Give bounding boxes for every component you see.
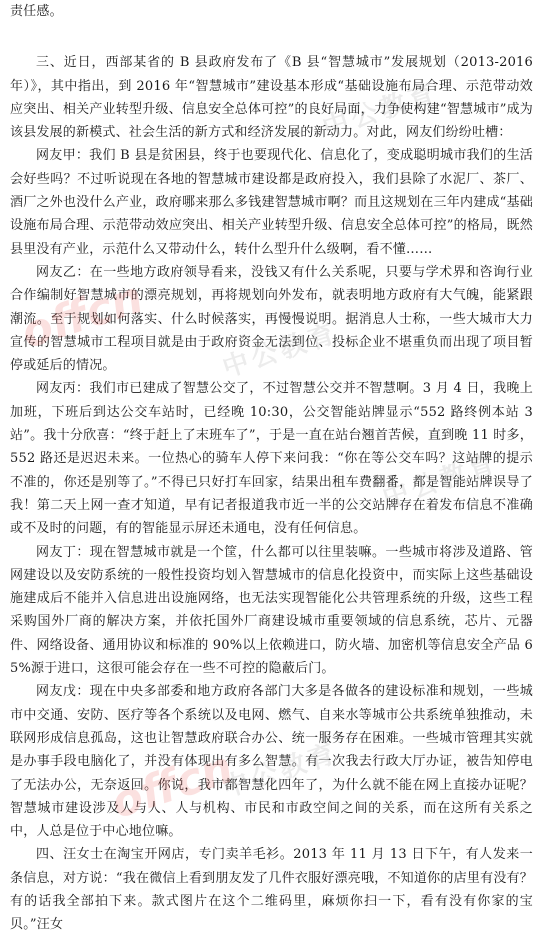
watermark-text: 中公教育 <box>219 318 343 384</box>
watermark-text: 中公教育 <box>319 78 443 144</box>
paragraph-netizen-e: 网友戊：现在中央多部委和地方政府各部门大多是各做各的建设标准和规划，一些城市中交通、安防、医疗等各个系统以及电网、燃气、自来水等城市公共系统单独推动，未联网形成信息孤岛，这也让智慧政府联合办公、统一服务存在困难。一些城市管理其实就是办事手段电脑化了，并没有体现出有多么智慧。有一次我去行政大厅办证，被告知停电了无法办公，无奈返回。你说，我市都智慧化四年了，为什么就不能在网上直接办证呢？智慧城市建设涉及人与人、人与机构、市民和市政空间之间的关系，而在这所有关系之中，人总是位于中心地位嘛。 <box>10 684 533 840</box>
watermark-text: 中公教育 <box>219 738 343 804</box>
paragraph-section-4: 四、汪女士在淘宝开网店，专门卖羊毛衫。2013 年 11 月 13 日下午，有人发来一条信息，对方说：“我在微信上看到朋友发了几件衣服好漂亮哦，不知道你的店里有没有？有的话我全部拍下来。款式图片在这个二维码里，麻烦你扫一下，看有没有你家的宝贝。”汪女 <box>10 847 533 933</box>
paragraph-section-3: 三、近日，西部某省的 B 县政府发布了《B 县“智慧城市”发展规划（2013-2016 年）》，其中指出，到 2016 年“智慧城市”建设基本形成“基础设施布局合理、示范带动效应突出、相关产业转型升级、信息安全总体可控”的良好局面，力争使构建“智慧城市”成为该县发展的新模式、社会生活的新方式和经济发展的新动力。对此，网友们纷纷吐槽： <box>10 55 533 141</box>
watermark-logo: offcn <box>15 272 150 359</box>
paragraph-netizen-d: 网友丁：现在智慧城市就是一个筐，什么都可以往里装嘛。一些城市将涉及道路、管网建设以及安防系统的一般性投资均划入智慧城市的信息化投资中，而实际上这些基础设施建成后不能并入信息进出设施网络，也无法实现智能化公共管理系统的升级，这些工程采购国外厂商的解决方案，并依托国外厂商建设城市重要领域的信息系统，芯片、元器件、网络设备、通用协议和标准的 90%以上依赖进口，防火墙、加密机等信息安全产品 65%源于进口，这很可能会存在一些不可控的隐蔽后门。 <box>10 544 533 677</box>
watermark-logo: offcn <box>105 742 240 829</box>
paragraph-netizen-c: 网友丙：我们市已建成了智慧公交了，不过智慧公交并不智慧啊。3 月 4 日，我晚上加班，下班后到达公交车站时，已经晚 10:30，公交智能站牌显示“552 路终例本站 3 站”。我十分欣喜：“终于赶上了末班车了”，于是一直在站台翘首苦候，直到晚 11 时多，552 路还是迟迟未来。一位热心的骑车人停下来问我：“你在等公交车吗？这站牌的提示不准的，你还是别等了。”不得已只好打车回家，结果出租车费翻番，都是智能站牌误导了我！第二天上网一查才知道，早有记者报道我市近一半的公交站牌存在着发布信息不准确或不及时的问题，有的智能显示屏还未通电，没有任何信息。 <box>10 381 533 537</box>
paragraph-netizen-a: 网友甲：我们 B 县是贫困县，终于也要现代化、信息化了，变成聪明城市我们的生活会好些吗？不过听说现在各地的智慧城市建设都是政府投入，我们县除了水泥厂、茶厂、酒厂之外也没什么产业，政府哪来那么多钱建智慧城市啊？而且这规划在三年内建成“基础设施布局合理、示范带动效应突出、相关产业转型升级、信息安全总体可控”的格局，既然县里没有产业，示范什么又带动什么，转什么型升什么级啊，看不懂…… <box>10 148 533 257</box>
section-gap <box>10 23 533 51</box>
watermark-text: 中公教育 <box>379 448 503 514</box>
paragraph-netizen-b: 网友乙：在一些地方政府领导看来，没钱又有什么关系呢，只要与学术界和咨询行业合作编制好智慧城市的漂亮规划，再将规划向外发布，就表明地方政府有大气魄，能紧跟潮流。至于规划如何落实、什么时候落实，再慢慢说明。据消息人士称，一些大城市大力宣传的智慧城市工程项目就是由于政府资金无法到位、投标企业不堪重负而出现了项目暂停或延后的情况。 <box>10 264 533 374</box>
paragraph-intro-tail: 责任感。 <box>10 4 63 19</box>
